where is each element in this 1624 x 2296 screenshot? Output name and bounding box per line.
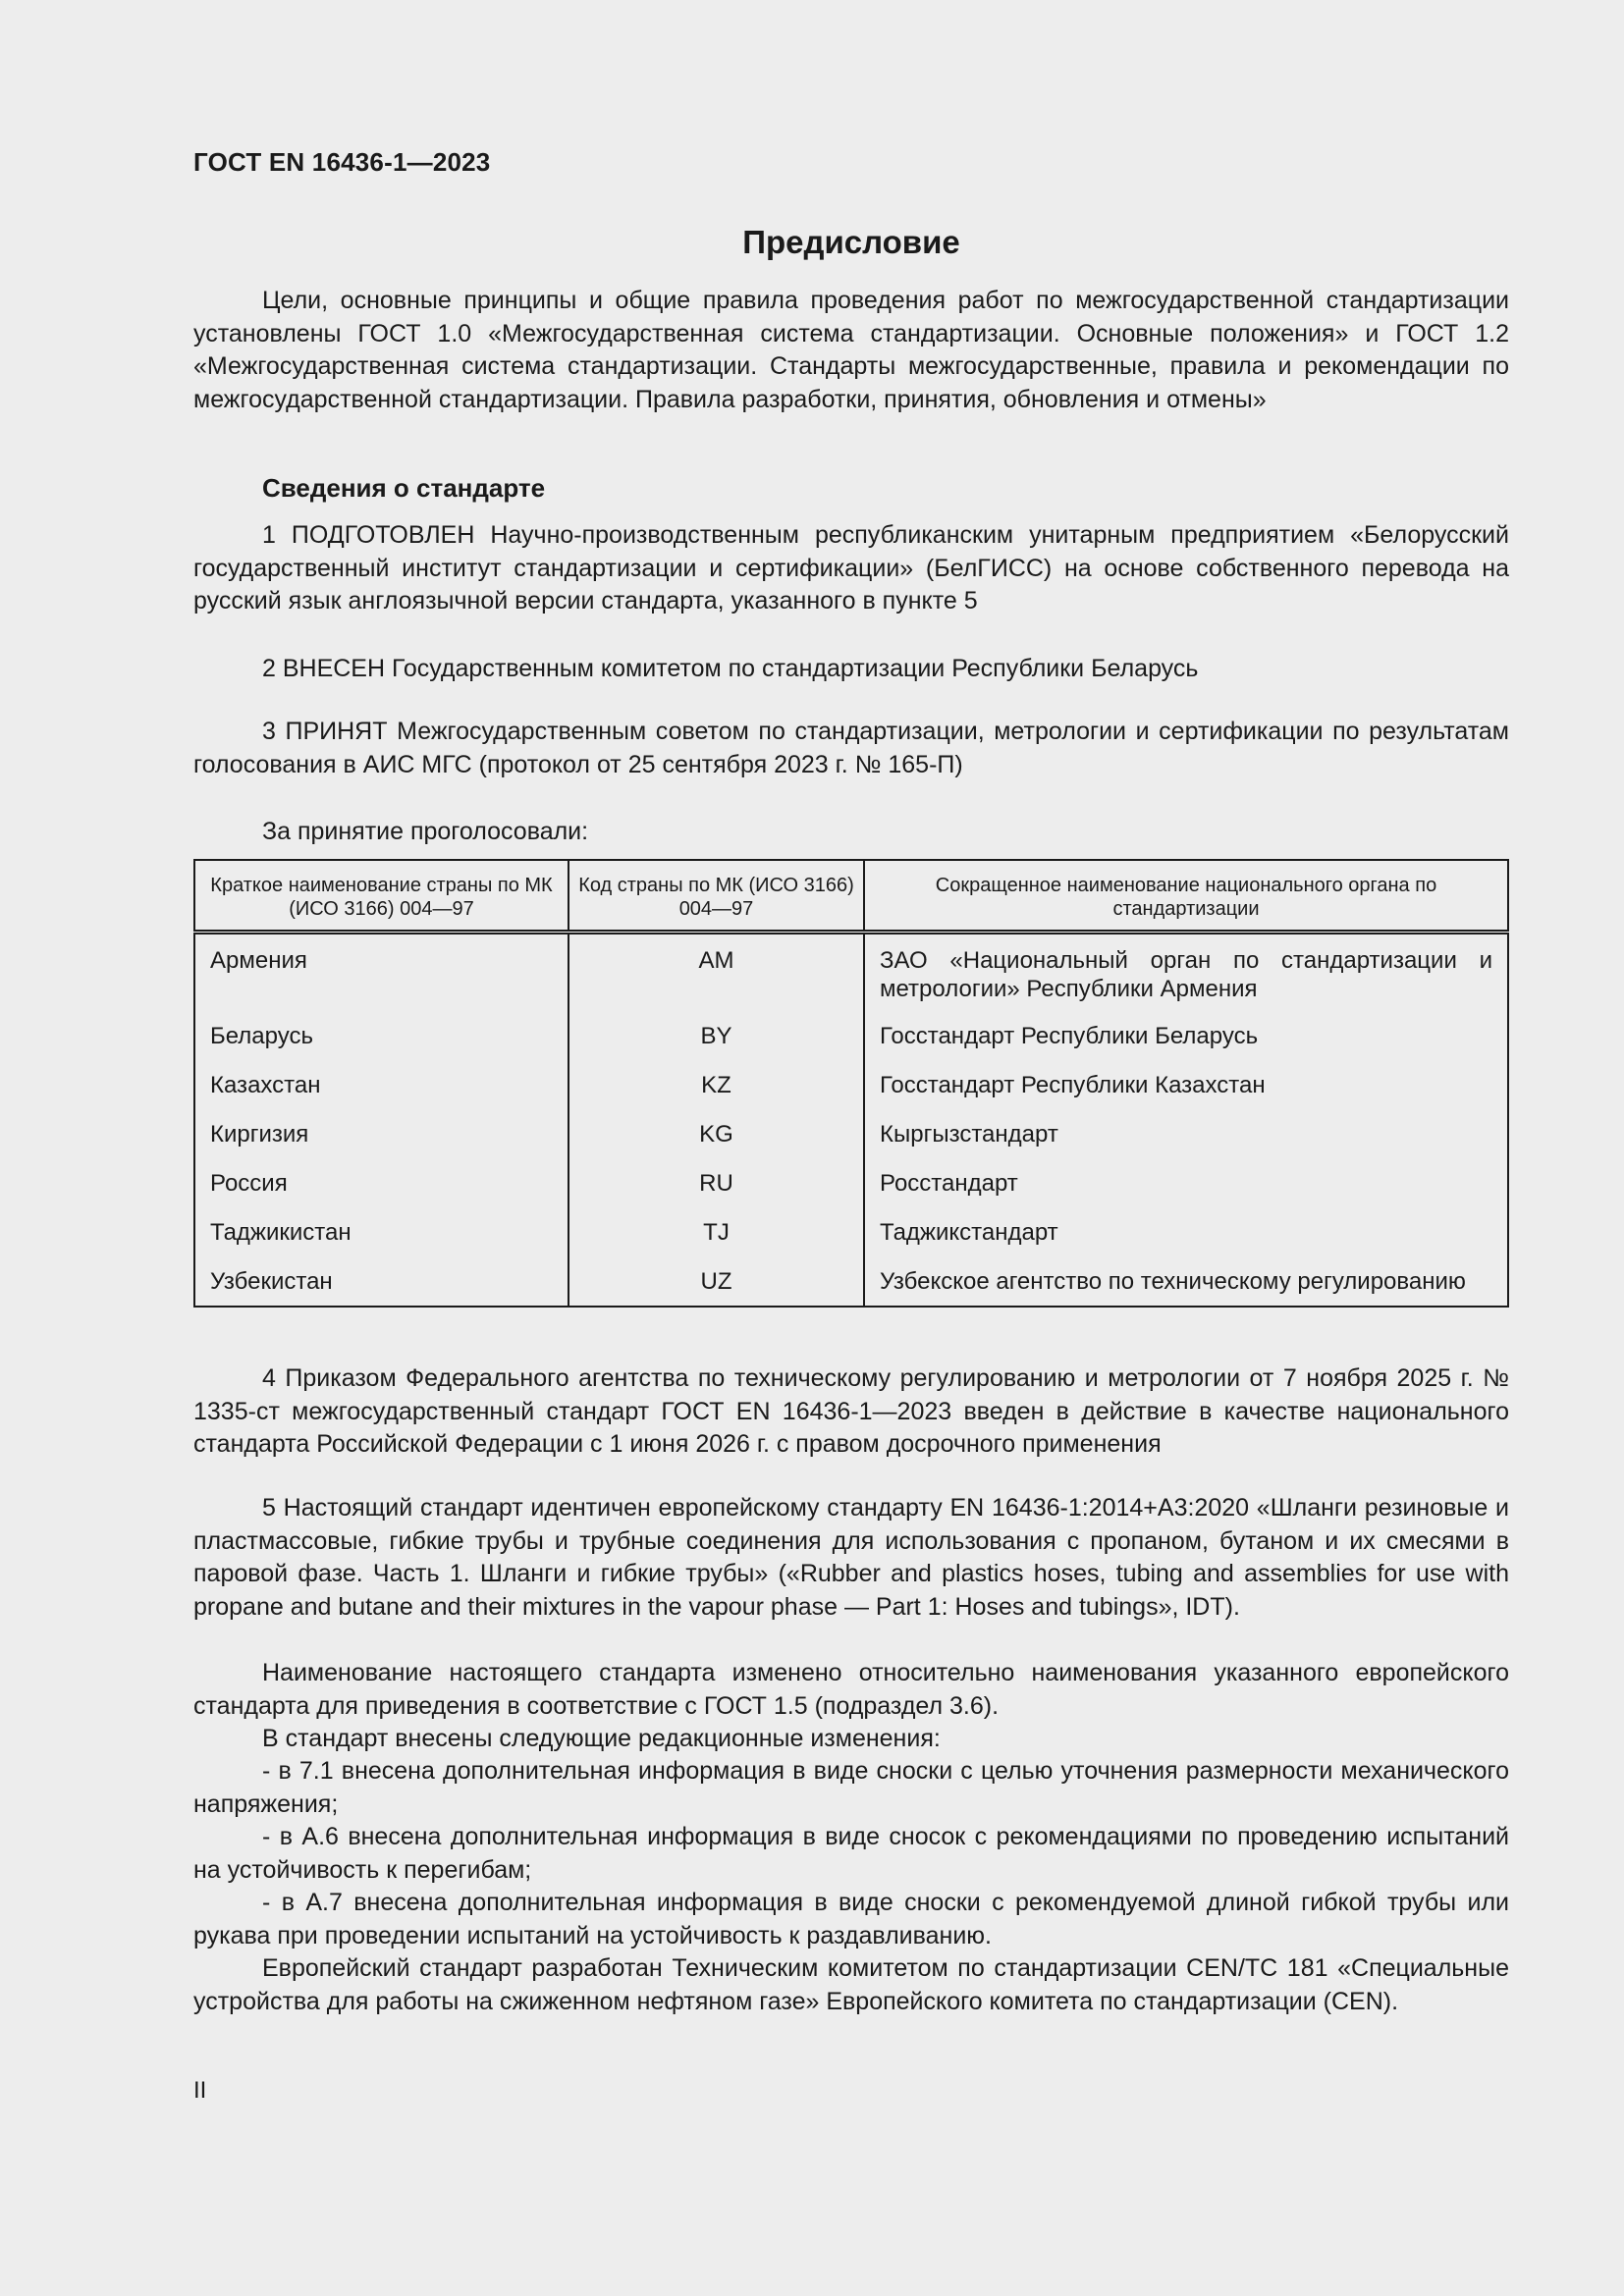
table-row <box>194 1115 1508 1164</box>
cell-country: Россия <box>194 1164 568 1213</box>
cell-body: Госстандарт Республики Казахстан <box>864 1066 1508 1115</box>
votes-label: За принятие проголосовали: <box>262 818 589 845</box>
cell-code: BY <box>568 1017 864 1066</box>
cell-country: Армения <box>194 933 568 1018</box>
item-3-paragraph: 3 ПРИНЯТ Межгосударственным советом по стандартизации, метрологии и сертификации по результатам голосования в АИС МГС (протокол от 25 сентября 2023 г. № 165-П) <box>193 718 1509 778</box>
cell-country: Беларусь <box>194 1017 568 1066</box>
cell-body: Кыргызстандарт <box>864 1115 1508 1164</box>
cell-code: KZ <box>568 1066 864 1115</box>
cell-body: Росстандарт <box>864 1164 1508 1213</box>
cell-country: Узбекистан <box>194 1262 568 1307</box>
item-1-paragraph: 1 ПОДГОТОВЛЕН Научно-производственным республиканским унитарным предприятием «Белорусский государственный институт стандартизации и сертификации» (БелГИСС) на основе собственного перевода на русский язык англоязычной версии стандарта, указанного в пункте 5 <box>193 521 1509 614</box>
document-code-header: ГОСТ EN 16436-1—2023 <box>193 147 491 177</box>
cell-body: ЗАО «Национальный орган по стандартизации и метрологии» Республики Армения <box>864 933 1508 1018</box>
item-5-name-paragraph: Наименование настоящего стандарта изменено относительно наименования указанного европейского стандарта для приведения в соответствие с ГОСТ 1.5 (подраздел 3.6). <box>193 1659 1509 1720</box>
table-row <box>194 1164 1508 1213</box>
table-row <box>194 1213 1508 1262</box>
cell-body: Таджикстандарт <box>864 1213 1508 1262</box>
cell-code: TJ <box>568 1213 864 1262</box>
page-title: Предисловие <box>742 224 960 260</box>
cell-country: Казахстан <box>194 1066 568 1115</box>
header-body: Сокращенное наименование национального органа по стандартизации <box>864 860 1508 933</box>
cell-code: AM <box>568 933 864 1018</box>
intro-paragraph: Цели, основные принципы и общие правила проведения работ по межгосударственной стандартизации установлены ГОСТ 1.0 «Межгосударственная система стандартизации. Основные положения» и ГОСТ 1.2 «Межгосударственная система стандартизации. Стандарты межгосударственные, правила и рекомендации по межгосударственной стандартизации. Правила разработки, принятия, обновления и отмены» <box>193 287 1509 413</box>
cell-code: UZ <box>568 1262 864 1307</box>
item-5-european-paragraph: Европейский стандарт разработан Техническим комитетом по стандартизации CEN/TC 181 «Специальные устройства для работы на сжиженном нефтяном газе» Европейского комитета по стандартизации (CEN). <box>193 1954 1509 2015</box>
table-row <box>194 1066 1508 1115</box>
cell-country: Таджикистан <box>194 1213 568 1262</box>
table-row <box>194 1017 1508 1066</box>
page-number: II <box>193 2077 207 2104</box>
votes-table <box>193 859 1509 1308</box>
item-5-changes-paragraph: В стандарт внесены следующие редакционные изменения: <box>262 1725 941 1752</box>
item-5-change-3: - в А.7 внесена дополнительная информация в виде сноски с рекомендуемой длиной гибкой трубы или рукава при проведении испытаний на устойчивость к раздавливанию. <box>193 1889 1509 1949</box>
item-5-paragraph: 5 Настоящий стандарт идентичен европейскому стандарту EN 16436-1:2014+A3:2020 «Шланги резиновые и пластмассовые, гибкие трубы и трубные соединения для использования с пропаном, бутаном и их смесями в паровой фазе. Часть 1. Шланги и гибкие трубы» («Rubber and plastics hoses, tubing and assemblies for use with propane and butane and their mixtures in the vapour phase — Part 1: Hoses and tubings», IDT). <box>193 1494 1509 1621</box>
cell-body: Узбекское агентство по техническому регулированию <box>864 1262 1508 1307</box>
info-heading: Сведения о стандарте <box>262 473 546 503</box>
header-country: Краткое наименование страны по МК (ИСО 3166) 004—97 <box>194 860 568 933</box>
table-row <box>194 1262 1508 1307</box>
item-4-paragraph: 4 Приказом Федерального агентства по техническому регулированию и метрологии от 7 ноября 2025 г. № 1335-ст межгосударственный стандарт ГОСТ EN 16436-1—2023 введен в действие в качестве национального стандарта Российской Федерации с 1 июня 2026 г. с правом досрочного применения <box>193 1364 1509 1458</box>
cell-body: Госстандарт Республики Беларусь <box>864 1017 1508 1066</box>
header-code: Код страны по МК (ИСО 3166) 004—97 <box>568 860 864 933</box>
cell-code: KG <box>568 1115 864 1164</box>
table-header-row <box>194 860 1508 933</box>
cell-code: RU <box>568 1164 864 1213</box>
item-5-change-1: - в 7.1 внесена дополнительная информация в виде сноски с целью уточнения размерности механического напряжения; <box>193 1757 1509 1818</box>
table-row <box>194 933 1508 1018</box>
item-2-paragraph: 2 ВНЕСЕН Государственным комитетом по стандартизации Республики Беларусь <box>262 655 1199 682</box>
item-5-change-2: - в А.6 внесена дополнительная информация в виде сносок с рекомендациями по проведению испытаний на устойчивость к перегибам; <box>193 1823 1509 1884</box>
cell-country: Киргизия <box>194 1115 568 1164</box>
